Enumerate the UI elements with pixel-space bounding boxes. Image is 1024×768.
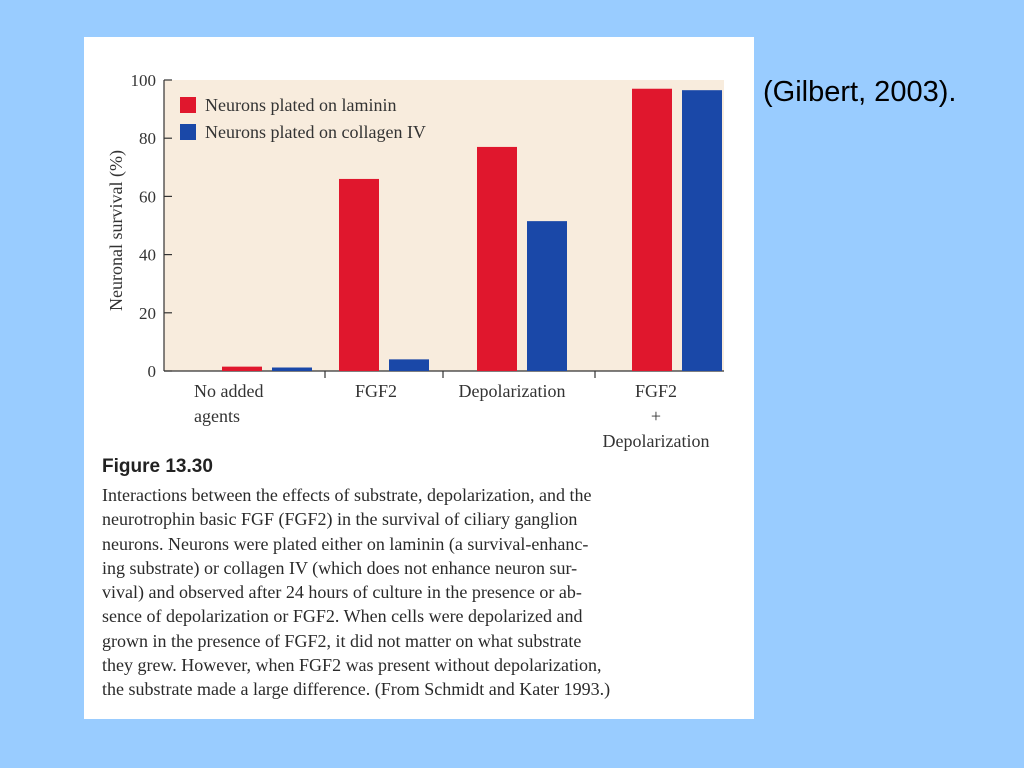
y-tick-label: 0 bbox=[147, 362, 156, 381]
bar-collagen bbox=[389, 359, 429, 371]
bar-laminin bbox=[339, 179, 379, 371]
y-tick-label: 80 bbox=[139, 129, 156, 149]
caption-line: grown in the presence of FGF2, it did not matter on what substrate bbox=[102, 630, 582, 651]
figure-panel bbox=[84, 37, 754, 719]
x-tick-label: Depolarization bbox=[458, 381, 566, 401]
caption-line: neurons. Neurons were plated either on laminin (a survival-enhanc- bbox=[102, 533, 589, 554]
legend-swatch bbox=[180, 124, 196, 140]
bar-laminin bbox=[222, 367, 262, 371]
legend-label: Neurons plated on laminin bbox=[205, 95, 397, 115]
bar-collagen bbox=[527, 221, 567, 371]
caption-line: ing substrate) or collagen IV (which does not enhance neuron sur- bbox=[102, 557, 578, 578]
caption-line: Interactions between the effects of substrate, depolarization, and the bbox=[102, 485, 592, 505]
caption-line: they grew. However, when FGF2 was present without depolarization, bbox=[102, 655, 602, 676]
caption-line: vival) and observed after 24 hours of culture in the presence or ab- bbox=[102, 582, 582, 603]
figure-heading: Figure 13.30 bbox=[102, 456, 213, 477]
y-tick-label: 60 bbox=[139, 187, 156, 207]
bar-laminin bbox=[477, 147, 517, 371]
bar-chart bbox=[84, 37, 754, 457]
y-tick-label: 20 bbox=[139, 303, 156, 323]
x-tick-label: FGF2 bbox=[354, 381, 398, 401]
bar-collagen bbox=[682, 90, 722, 371]
x-tick-label: Depolarization bbox=[602, 431, 710, 451]
caption-line: sence of depolarization or FGF2. When cells were depolarized and bbox=[102, 606, 583, 627]
bar-laminin bbox=[632, 89, 672, 371]
y-axis-label: Neuronal survival (%) bbox=[106, 150, 126, 311]
caption-line: the substrate made a large difference. (From Schmidt and Kater 1993.) bbox=[102, 679, 611, 700]
legend-label: Neurons plated on collagen IV bbox=[205, 122, 426, 142]
x-tick-label: + bbox=[650, 406, 662, 426]
legend-swatch bbox=[180, 97, 196, 113]
bar-collagen bbox=[272, 368, 312, 371]
y-tick-label: 100 bbox=[130, 71, 156, 90]
x-tick-label: FGF2 bbox=[634, 381, 678, 401]
figure-caption bbox=[102, 483, 742, 702]
x-tick-label: No added bbox=[194, 381, 264, 401]
x-tick-label: agents bbox=[194, 406, 240, 426]
slide-citation: (Gilbert, 2003). bbox=[763, 76, 957, 108]
caption-line: neurotrophin basic FGF (FGF2) in the survival of ciliary ganglion bbox=[102, 509, 578, 530]
y-tick-label: 40 bbox=[139, 245, 156, 265]
